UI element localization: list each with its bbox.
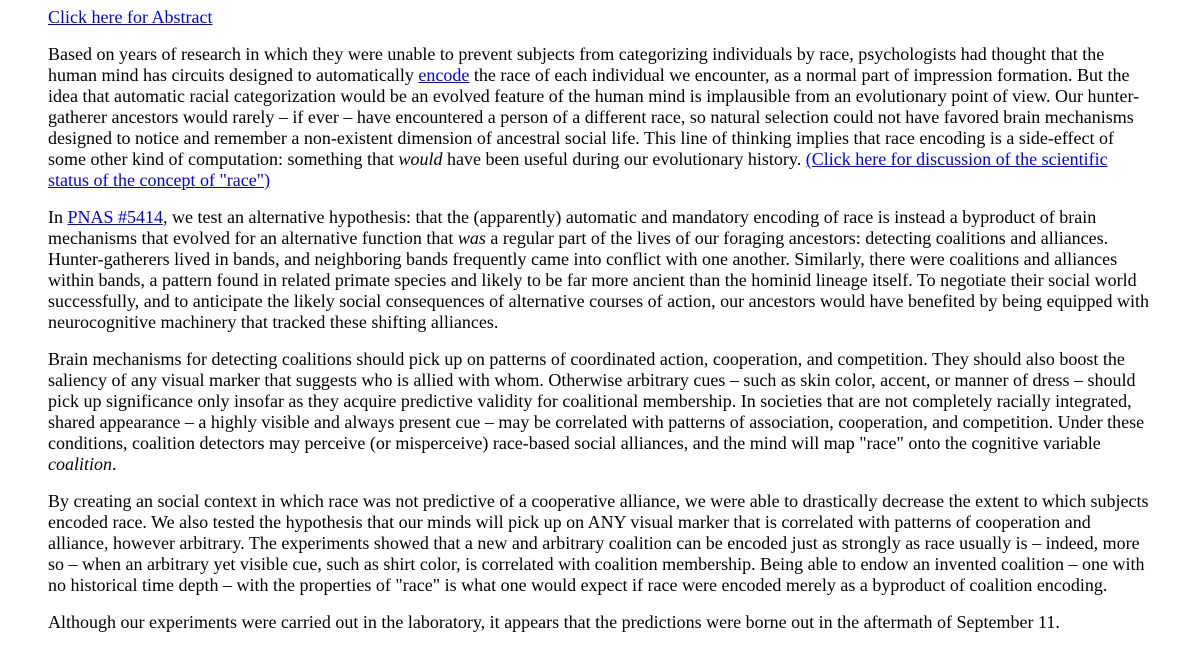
paragraph-2-text-b: , we test an alternative hypothesis: that the (apparently) automatic and mandatory encoding of race is instead a byproduct of brain mechanisms that evolved for an alternative function that: [48, 207, 1097, 248]
paragraph-4: [48, 491, 1152, 596]
emphasis-coalition: coalition: [48, 454, 112, 474]
paragraph-4-text: By creating an social context in which race was not predictive of a cooperative alliance, we were able to drastically decrease the extent to which subjects encoded race. We also tested the hypothesis that our minds will pick up on ANY visual marker that is correlated with patterns of cooperation and alliance, however arbitrary. The experiments showed that a new and arbitrary coalition can be encoded just as strongly as race usually is – indeed, more so – when an arbitrary yet visible cue, such as shirt color, is correlated with coalition membership. Being able to endow an invented coalition – one with no historical time depth – with the properties of "race" is what one would expect if race were encoded merely as a byproduct of coalition encoding.: [48, 491, 1149, 595]
paragraph-2: [48, 207, 1152, 333]
abstract-link-paragraph: [48, 0, 1152, 28]
paragraph-1: [48, 44, 1152, 191]
paragraph-2-text-c: a regular part of the lives of our foraging ancestors: detecting coalitions and alliances. Hunter-gatherers lived in bands, and neighboring bands frequently came into conflict with one another. Similarly, there were coalitions and alliances within bands, a pattern found in related primate species and likely to be far more ancient than the hominid lineage itself. To negotiate their social world successfully, and to anticipate the likely social consequences of alternative courses of action, our ancestors would have benefited by being equipped with neurocognitive machinery that tracked these shifting alliances.: [48, 228, 1149, 332]
paragraph-3-text-a: Brain mechanisms for detecting coalitions should pick up on patterns of coordinated action, cooperation, and competition. They should also boost the saliency of any visual marker that suggests who is allied with whom. Otherwise arbitrary cues – such as skin color, accent, or manner of dress – should pick up significance only insofar as they acquire predictive validity for coalitional membership. In societies that are not completely racially integrated, shared appearance – a highly visible and always present cue – may be correlated with patterns of association, cooperation, and competition. Under these conditions, coalition detectors may perceive (or misperceive) race-based social alliances, and the mind will map "race" onto the cognitive variable: [48, 349, 1145, 453]
race-concept-link[interactable]: (Click here for discussion of the scientific status of the concept of "race"): [48, 149, 1108, 190]
pnas-link[interactable]: PNAS #5414: [67, 207, 164, 227]
encode-link[interactable]: encode: [418, 65, 470, 85]
paragraph-3: [48, 349, 1152, 475]
paragraph-3-text-b: .: [112, 454, 117, 474]
paragraph-5-text: Although our experiments were carried out in the laboratory, it appears that the predictions were borne out in the aftermath of September 11.: [48, 612, 1060, 632]
emphasis-would: would: [398, 149, 443, 169]
article-body: [48, 0, 1152, 649]
paragraph-1-text-a: Based on years of research in which they were unable to prevent subjects from categorizing individuals by race, psychologists had thought that the human mind has circuits designed to automatically: [48, 44, 1105, 85]
abstract-link[interactable]: Click here for Abstract: [48, 7, 213, 27]
paragraph-1-text-b: the race of each individual we encounter, as a normal part of impression formation. But the idea that automatic racial categorization would be an evolved feature of the human mind is implausible from an evolutionary point of view. Our hunter-gatherer ancestors would rarely – if ever – have encountered a person of a different race, so natural selection could not have favored brain mechanisms designed to notice and remember a non-existent dimension of ancestral social life. This line of thinking implies that race encoding is a side-effect of some other kind of computation: something that: [48, 65, 1140, 169]
paragraph-2-text-a: In: [48, 207, 68, 227]
paragraph-1-text-c: have been useful during our evolutionary history.: [442, 149, 806, 169]
emphasis-was: was: [457, 228, 486, 248]
